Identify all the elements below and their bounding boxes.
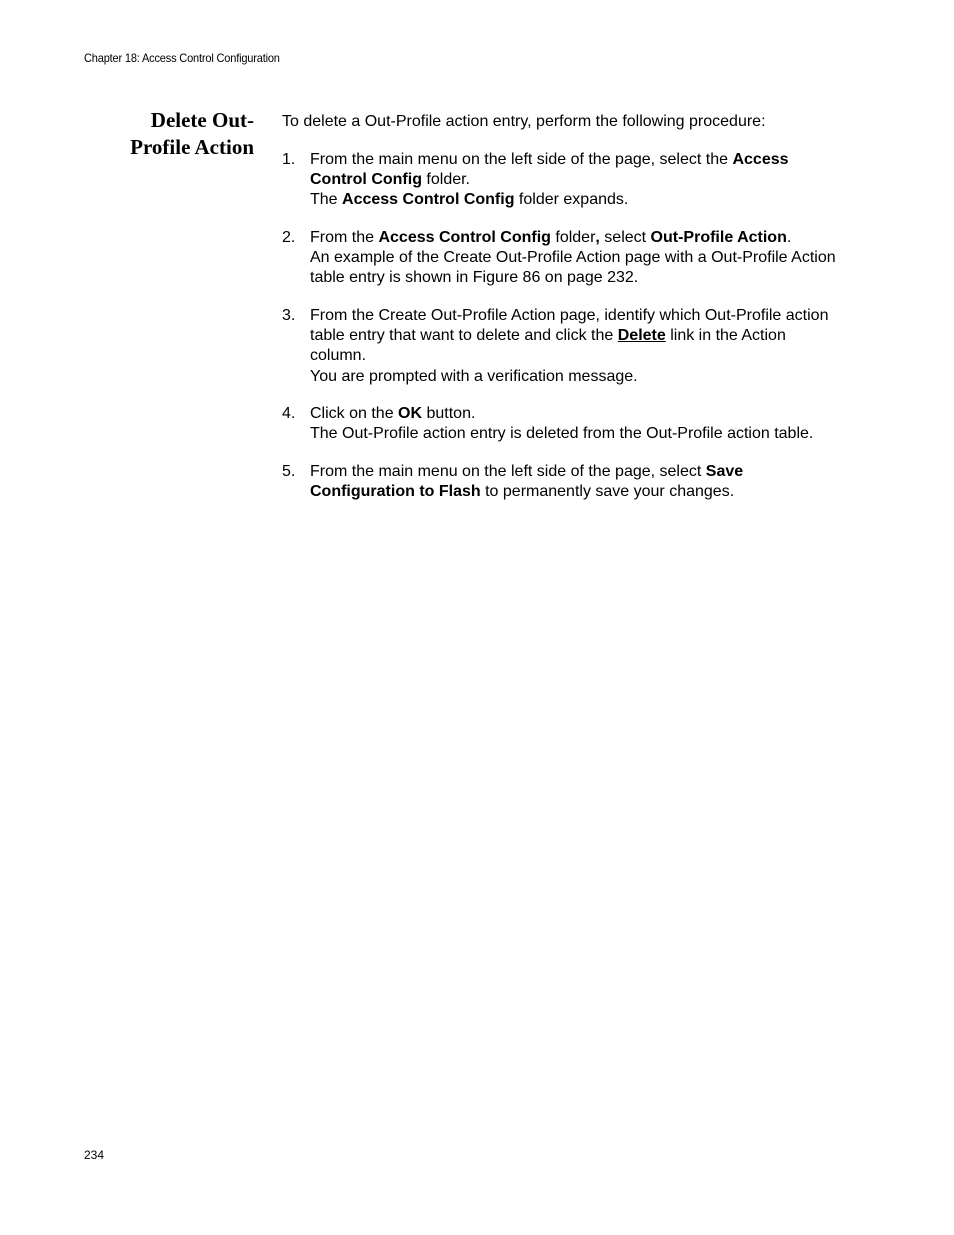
step-number: 2. bbox=[282, 229, 296, 246]
step-text: link in the Action column. bbox=[310, 327, 786, 364]
step-text: From the main menu on the left side of the page, select the bbox=[310, 151, 733, 168]
step-bold-term: Save Configuration to Flash bbox=[310, 463, 744, 500]
step-text: From the main menu on the left side of the page, select bbox=[310, 463, 706, 480]
step-text: folder bbox=[550, 229, 596, 246]
step-text: to permanently save your changes. bbox=[480, 483, 735, 500]
running-header: Chapter 18: Access Control Configuration bbox=[84, 51, 280, 65]
step-text: select bbox=[599, 229, 651, 246]
step-result: The Access Control Config folder expands. bbox=[310, 191, 629, 208]
section-heading-line-2: Profile Action bbox=[130, 135, 254, 159]
step-text: From the Create Out-Profile Action page, identify which Out-Profile action table entry that want to delete and click the bbox=[310, 307, 829, 344]
step-result: You are prompted with a verification message. bbox=[310, 368, 638, 385]
step-bold-term: Access Control Config bbox=[342, 191, 515, 208]
intro-text: To delete a Out-Profile action entry, perform the following procedure: bbox=[282, 113, 766, 130]
step-5 bbox=[282, 462, 842, 502]
step-4 bbox=[282, 404, 842, 444]
procedure-steps bbox=[282, 150, 842, 502]
step-text: Click on the bbox=[310, 405, 399, 422]
step-bold-term: OK bbox=[398, 405, 423, 422]
section-heading bbox=[100, 107, 254, 161]
step-2: 2. From the Access Control Config folder, select Out-Profile Action. An example of the Create Out-Profile Action page with a Out-Profile Action table entry is shown in Figure 86 on page 232. bbox=[282, 228, 842, 288]
step-number: 1. bbox=[282, 151, 296, 168]
delete-link[interactable]: Delete bbox=[617, 327, 666, 344]
step-bold-term: Access Control Config bbox=[310, 151, 789, 188]
section-heading-line-1: Delete Out- bbox=[150, 108, 254, 132]
step-bold-term: Access Control Config bbox=[378, 229, 551, 246]
step-bold-term: Out-Profile Action bbox=[650, 229, 787, 246]
step-number: 5. bbox=[282, 463, 296, 480]
step-text: folder. bbox=[421, 171, 470, 188]
page-number: 234 bbox=[84, 1148, 105, 1162]
step-text: button. bbox=[422, 405, 476, 422]
step-number: 3. bbox=[282, 307, 296, 324]
step-result: The Out-Profile action entry is deleted from the Out-Profile action table. bbox=[310, 425, 814, 442]
step-note: An example of the Create Out-Profile Action page with a Out-Profile Action table entry is shown in Figure 86 on page 232. bbox=[310, 249, 836, 286]
step-number: 4. bbox=[282, 405, 296, 422]
step-1 bbox=[282, 150, 842, 210]
step-text: From the bbox=[310, 229, 379, 246]
step-3 bbox=[282, 306, 842, 387]
